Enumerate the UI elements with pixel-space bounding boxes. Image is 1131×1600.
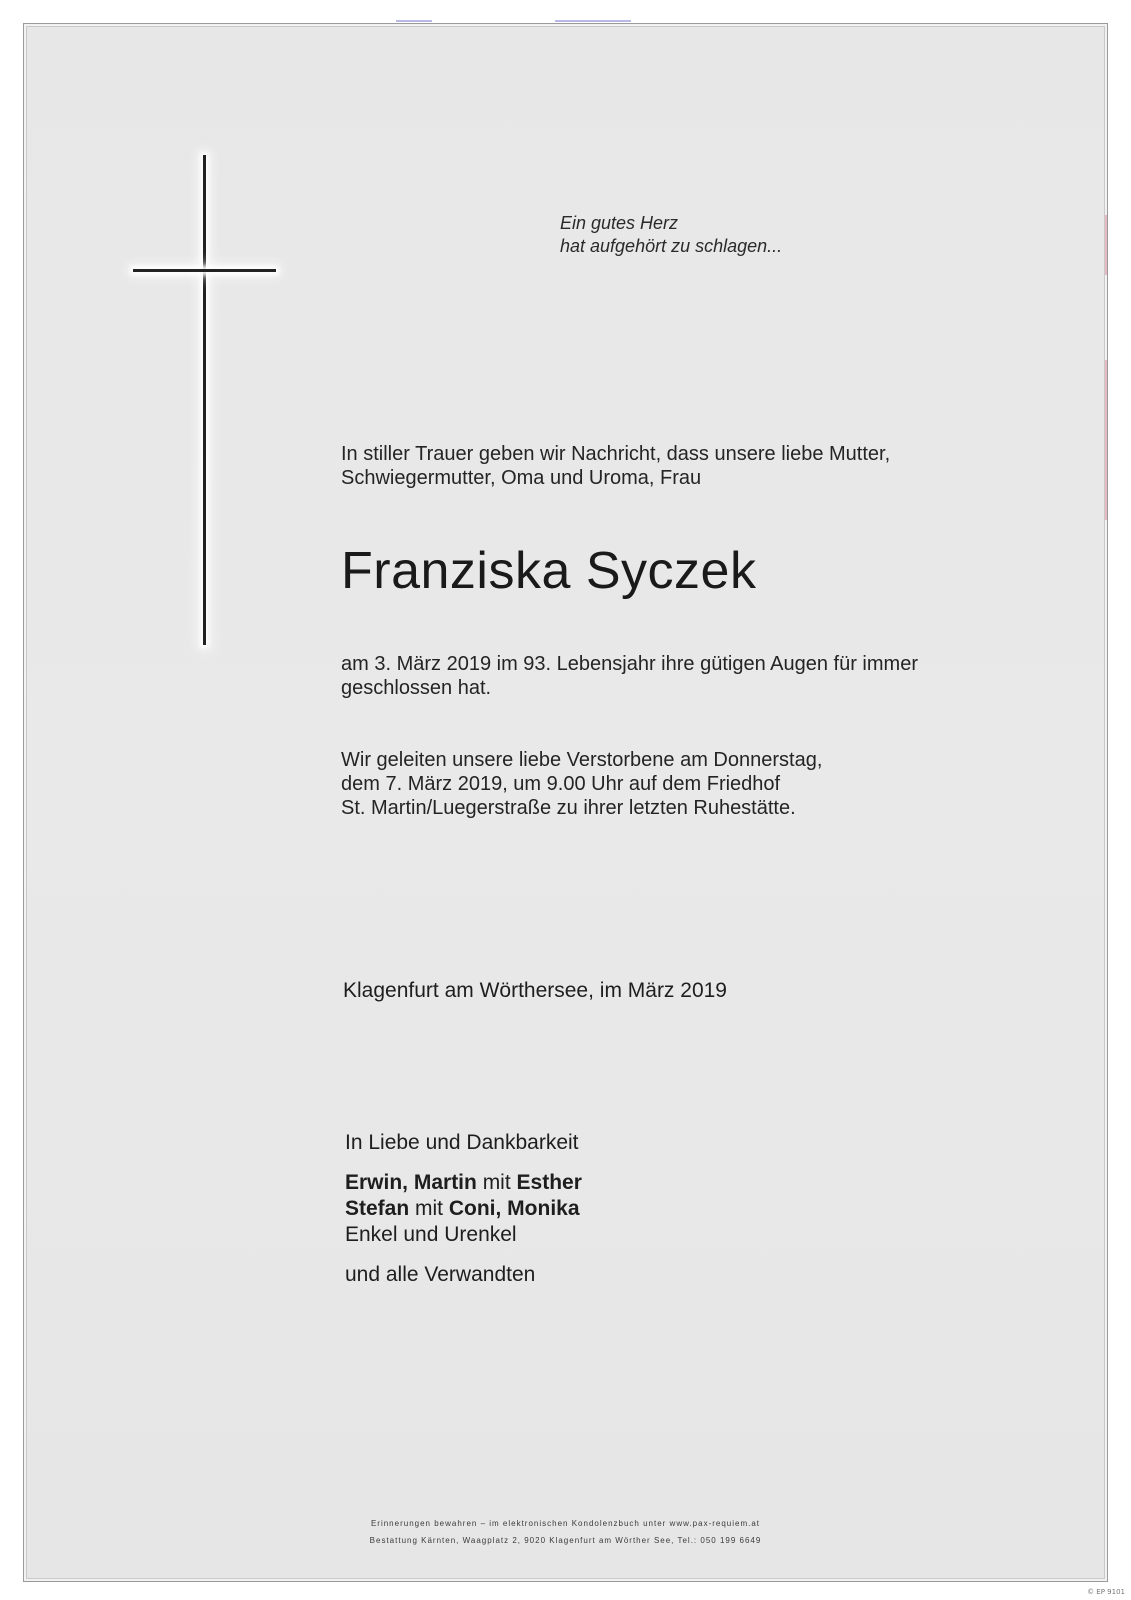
spacer [345, 1156, 582, 1170]
cross-horizontal-beam [133, 269, 276, 272]
place-and-date: Klagenfurt am Wörthersee, im März 2019 [343, 979, 727, 1002]
mourner-names: Coni, Monika [448, 1197, 580, 1220]
cross-vertical-beam [203, 155, 206, 645]
motto-line: Ein gutes Herz [560, 213, 679, 233]
announcement-line: In stiller Trauer geben wir Nachricht, dass unsere liebe Mutter, [341, 443, 891, 465]
motto [560, 212, 782, 258]
spacer [345, 1248, 582, 1262]
announcement-text [341, 442, 890, 490]
connector-word: mit [409, 1197, 449, 1220]
top-accent-mark [555, 20, 631, 22]
mourners-row [345, 1196, 582, 1222]
funeral-line: Wir geleiten unsere liebe Verstorbene am Donnerstag, [341, 749, 823, 771]
mourners-closing: und alle Verwandten [345, 1263, 536, 1286]
connector-word: mit [476, 1171, 517, 1194]
death-text [341, 652, 918, 700]
mourner-names: Stefan [345, 1197, 410, 1220]
mourners-row: Enkel und Urenkel [345, 1223, 517, 1246]
funeral-line: dem 7. März 2019, um 9.00 Uhr auf dem Friedhof [341, 773, 781, 795]
mourners-intro: In Liebe und Dankbarkeit [345, 1131, 579, 1154]
death-line: am 3. März 2019 im 93. Lebensjahr ihre gütigen Augen für immer [341, 653, 918, 675]
deceased-name: Franziska Syczek [341, 542, 757, 600]
mourners-row [345, 1170, 582, 1196]
announcement-line: Schwiegermutter, Oma und Uroma, Frau [341, 467, 702, 489]
side-accent-mark [1105, 215, 1107, 275]
mourners-block [345, 1130, 582, 1288]
motto-line: hat aufgehört zu schlagen... [560, 236, 783, 256]
mourner-names: Erwin, Martin [345, 1171, 477, 1194]
funeral-line: St. Martin/Luegerstraße zu ihrer letzten Ruhestätte. [341, 797, 796, 819]
footer-condolence-line: Erinnerungen bewahren – im elektronischen Kondolenzbuch unter www.pax-requiem.at [370, 1519, 761, 1528]
death-line: geschlossen hat. [341, 677, 492, 699]
funeral-text [341, 748, 822, 820]
mourner-names: Esther [516, 1171, 582, 1194]
footer-address-line: Bestattung Kärnten, Waagplatz 2, 9020 Klagenfurt am Wörther See, Tel.: 050 199 6649 [369, 1536, 762, 1545]
top-accent-mark [396, 20, 432, 22]
form-code: © EP 9101 [1087, 1588, 1125, 1596]
side-accent-mark [1105, 360, 1107, 520]
